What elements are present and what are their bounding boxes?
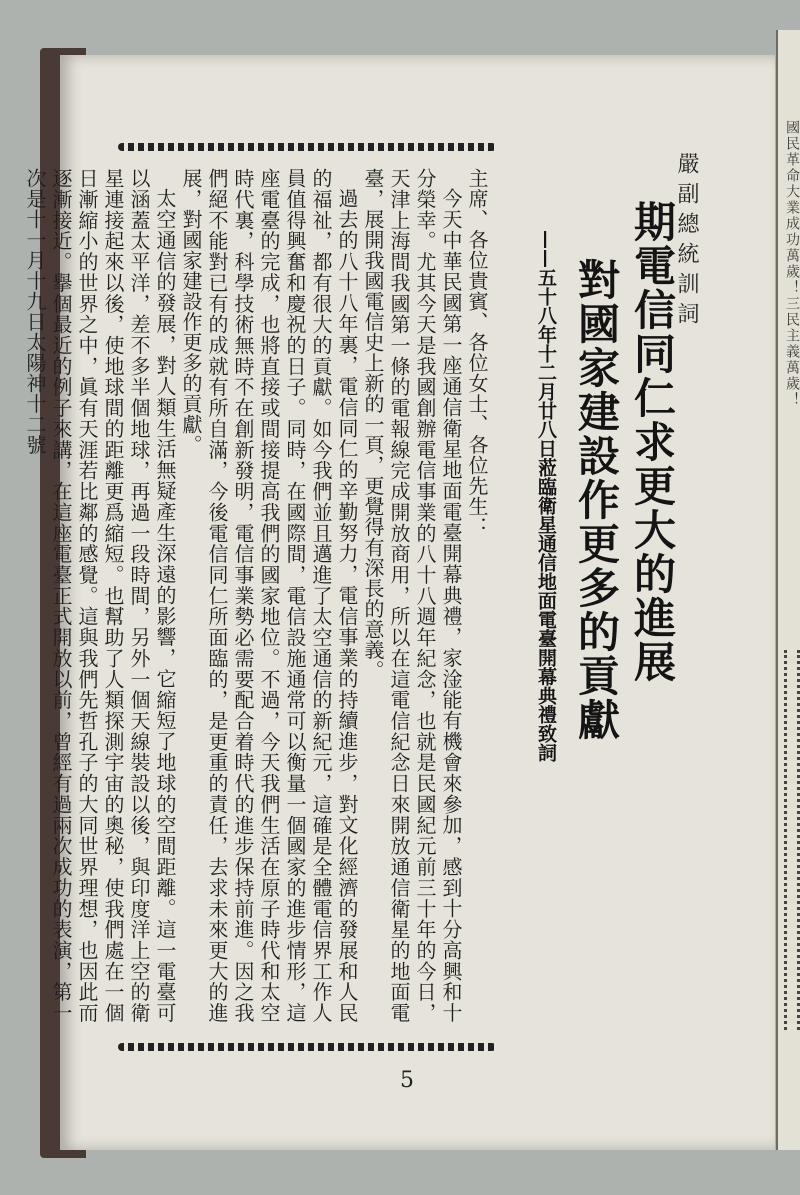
article-body bbox=[23, 168, 490, 1023]
title-line-2: 對國家建設作更多的貢獻 bbox=[572, 258, 621, 742]
title-line-1: 期電信同仁求更大的進展 bbox=[628, 200, 677, 684]
section-heading: 嚴副總統訓詞 bbox=[674, 152, 699, 332]
article-headline bbox=[510, 200, 680, 1000]
subtitle: ——五十八年十二月廿八日蒞臨衛星通信地面電臺開幕典禮致詞 bbox=[535, 230, 557, 762]
paragraph: 過去的八十八年裏，電信同仁的辛勤努力，電信事業的持續進步，對文化經濟的發展和人民的福祉，都有很大的貢獻。如今我們並且邁進了太空通信的新紀元，這確是全體電信界工作人員值得興奮和慶祝的日子。同時，在國際間，電信設施通常可以衡量一個國家的進步情形，這座電臺的完成，也將直接或間接提高我們的國家地位。不過，今天我們生活在原子時代和太空時代裏，科學技術無時不在創新發明，電信事業勢必需要配合着時代的進步保持前進。因之我們絕不能對已有的成就有所自滿，今後電信同仁所面臨的，是更重的責任，去求未來更大的進展，對國家建設作更多的貢獻。 bbox=[179, 168, 359, 1023]
top-ornamental-rule bbox=[118, 143, 496, 151]
adjacent-page-edge bbox=[776, 30, 800, 1150]
page-number: 5 bbox=[400, 1068, 414, 1093]
adjacent-page-text: 國民革命大業成功萬歲！三民主義萬歲！ bbox=[784, 120, 800, 408]
paragraph-salutation: 主席、各位貴賓、各位女士、各位先生： bbox=[465, 168, 489, 537]
adjacent-page-ornament bbox=[784, 650, 800, 1030]
paragraph: 太空通信的發展，對人類生活無疑產生深遠的影響，它縮短了地球的空間距離。這一電臺可以涵蓋太平洋，差不多半個地球，再過一段時間，另外一個天線裝設以後，與印度洋上空的衛星連接起來以後，使地球間的距離更爲縮短。也幫助了人類探測宇宙的奧秘，使我們處在一個日漸縮小的世界之中，眞有天涯若比鄰的感覺。這與我們先哲孔子的大同世界理想，也因此而逐漸接近。擧個最近的例子來講，在這座電臺正式開放以前，曾經有過兩次成功的表演，第一次是十一月十九日太陽神十二號 bbox=[23, 168, 177, 1023]
paragraph: 今天中華民國第一座通信衛星地面電臺開幕典禮，家淦能有機會來參加，感到十分高興和十分榮幸。尤其今天是我國創辦電信事業的八十八週年紀念，也就是民國紀元前三十年的今日，天津上海間我國第一條的電報線完成開放商用，所以在這電信紀念日來開放通信衛星的地面電臺，展開我國電信史上新的一頁，更覺得有深長的意義。 bbox=[361, 168, 463, 1023]
bottom-ornamental-rule bbox=[118, 1043, 496, 1051]
